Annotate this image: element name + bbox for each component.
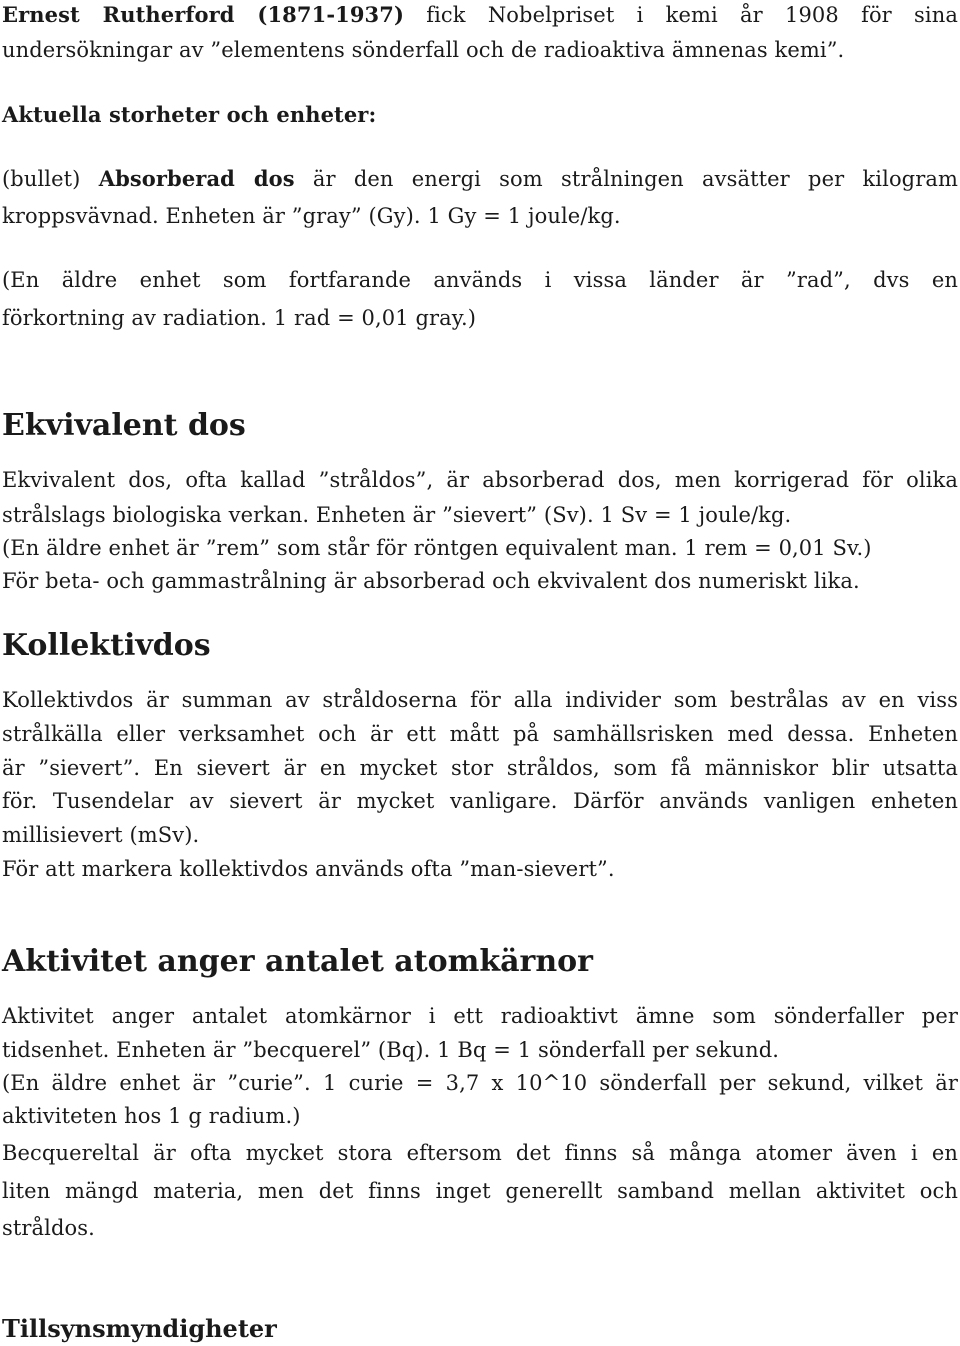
aktivitet-line-6: liten mängd materia, men det finns inget generellt samband mellan aktivitet och	[2, 1179, 958, 1203]
aktivitet-line-1: Aktivitet anger antalet atomkärnor i ett radioaktivt ämne som sönderfaller per	[2, 1004, 958, 1028]
kollektiv-line-6: För att markera kollektivdos används ofta ”man-sievert”.	[2, 857, 615, 881]
rad-line-2: förkortning av radiation. 1 rad = 0,01 gray.)	[2, 306, 477, 330]
bullet-line-2: kroppsvävnad. Enheten är ”gray” (Gy). 1 Gy = 1 joule/kg.	[2, 204, 621, 228]
aktivitet-line-5: Becquereltal är ofta mycket stora eftersom det finns så många atomer även i en	[2, 1141, 958, 1165]
bullet-rest: är den energi som strålningen avsätter per kilogram	[294, 167, 958, 191]
rutherford-name: Ernest Rutherford (1871-1937)	[2, 2, 405, 27]
kollektiv-line-2: strålkälla eller verksamhet och är ett mått på samhällsrisken med dessa. Enheten	[2, 722, 958, 746]
ekvivalent-line-4: För beta- och gammastrålning är absorberad och ekvivalent dos numeriskt lika.	[2, 569, 860, 593]
ekvivalent-line-1: Ekvivalent dos, ofta kallad ”stråldos”, är absorberad dos, men korrigerad för olika	[2, 468, 958, 492]
ekvivalent-line-3: (En äldre enhet är ”rem” som står för röntgen equivalent man. 1 rem = 0,01 Sv.)	[2, 536, 872, 560]
aktivitet-line-4: aktiviteten hos 1 g radium.)	[2, 1104, 301, 1128]
kollektiv-line-5: millisievert (mSv).	[2, 823, 200, 847]
aktuella-heading: Aktuella storheter och enheter:	[2, 102, 377, 127]
intro-line-2: undersökningar av ”elementens sönderfall och de radioaktiva ämnenas kemi”.	[2, 38, 845, 62]
bullet-line-1	[2, 166, 958, 191]
ekvivalent-line-2: strålslags biologiska verkan. Enheten är ”sievert” (Sv). 1 Sv = 1 joule/kg.	[2, 503, 792, 527]
aktivitet-heading: Aktivitet anger antalet atomkärnor	[2, 944, 593, 979]
kollektiv-heading: Kollektivdos	[2, 628, 211, 663]
intro-line-1-text: fick Nobelpriset i kemi år 1908 för sina	[404, 3, 958, 27]
ekvivalent-heading: Ekvivalent dos	[2, 408, 246, 443]
aktivitet-line-3: (En äldre enhet är ”curie”. 1 curie = 3,7 x 10^10 sönderfall per sekund, vilket är	[2, 1071, 958, 1095]
intro-line-1	[2, 2, 958, 27]
aktivitet-line-2: tidsenhet. Enheten är ”becquerel” (Bq). 1 Bq = 1 sönderfall per sekund.	[2, 1038, 780, 1062]
tillsyn-heading: Tillsynsmyndigheter	[2, 1314, 277, 1343]
aktivitet-line-7: stråldos.	[2, 1216, 95, 1240]
bullet-prefix: (bullet)	[2, 167, 99, 191]
rad-line-1: (En äldre enhet som fortfarande används i vissa länder är ”rad”, dvs en	[2, 268, 958, 292]
kollektiv-line-4: för. Tusendelar av sievert är mycket vanligare. Därför används vanligen enheten	[2, 789, 958, 813]
kollektiv-line-3: är ”sievert”. En sievert är en mycket stor stråldos, som få människor blir utsatta	[2, 756, 958, 780]
kollektiv-line-1: Kollektivdos är summan av stråldoserna för alla individer som bestrålas av en viss	[2, 688, 958, 712]
bullet-term: Absorberad dos	[98, 166, 295, 191]
